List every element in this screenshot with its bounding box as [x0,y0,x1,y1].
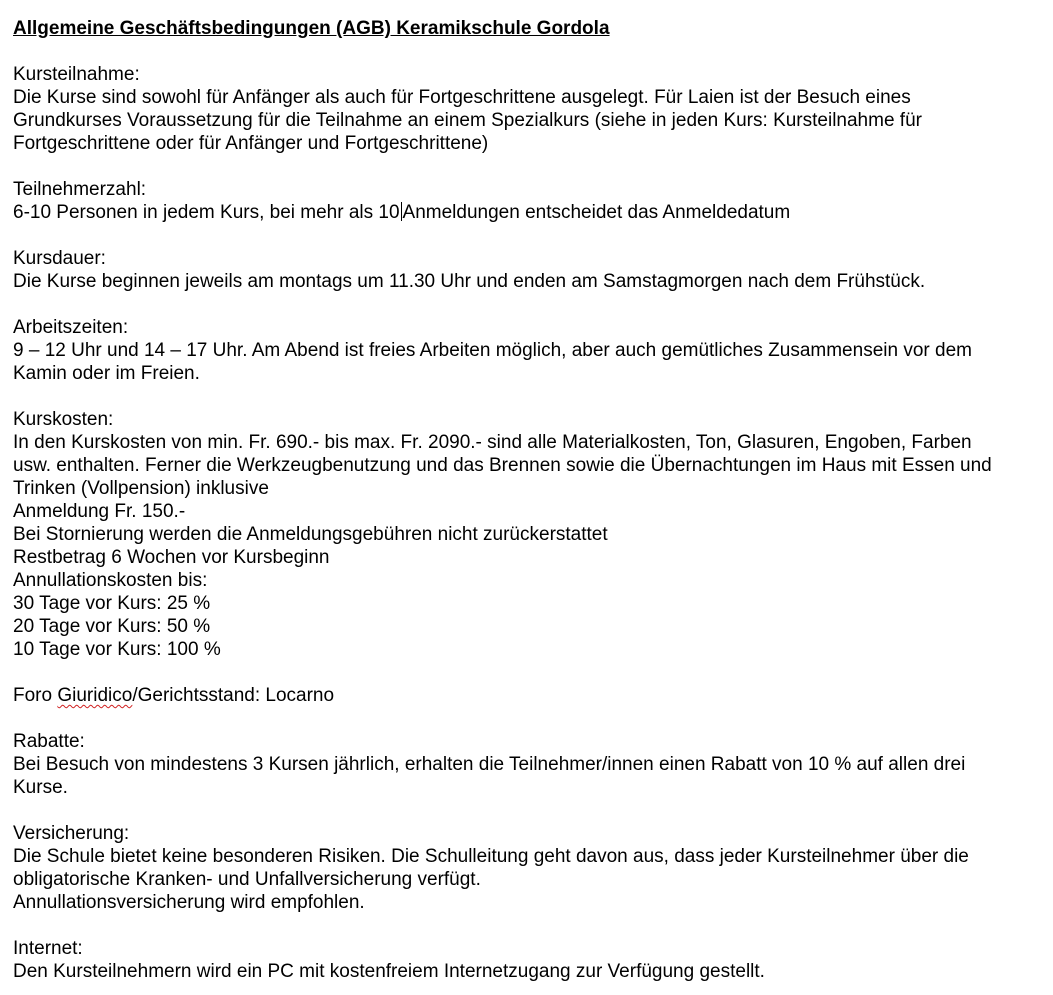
section-heading: Teilnehmerzahl: [13,179,147,200]
section-gerichtsstand [13,684,1053,707]
paragraph-line: Kamin oder im Freien. [13,363,200,384]
paragraph-line: Trinken (Vollpension) inklusive [13,478,269,499]
section-heading: Versicherung: [13,823,130,844]
paragraph-line: Die Schule bietet keine besonderen Risiken. Die Schulleitung geht davon aus, dass jeder Kursteilnehmer über die [13,846,969,867]
paragraph-line: Grundkurses Voraussetzung für die Teilnahme an einem Spezialkurs (siehe in jeden Kurs: Kursteilnahme für [13,110,922,131]
section-kursteilnahme [13,63,1053,155]
text-after-caret: Anmeldungen entscheidet das Anmeldedatum [402,202,791,223]
section-kurskosten [13,408,1053,661]
paragraph-line: Restbetrag 6 Wochen vor Kursbeginn [13,547,330,568]
blank-line [13,385,1053,408]
paragraph-line: 30 Tage vor Kurs: 25 % [13,593,211,614]
document-body[interactable] [13,17,1053,983]
spelling-error-word[interactable]: Giuridico [57,685,133,706]
section-heading: Arbeitszeiten: [13,317,129,338]
paragraph-line: 20 Tage vor Kurs: 50 % [13,616,211,637]
section-kursdauer [13,247,1053,293]
text-suffix: /Gerichtsstand: Locarno [132,685,335,706]
paragraph-line: Annullationskosten bis: [13,570,208,591]
section-heading: Rabatte: [13,731,85,752]
section-heading: Kursdauer: [13,248,106,269]
text-cursor [401,202,402,221]
paragraph-line: Anmeldung Fr. 150.- [13,501,186,522]
blank-line [13,661,1053,684]
paragraph-line: Annullationsversicherung wird empfohlen. [13,892,365,913]
paragraph-line: Fortgeschrittene oder für Anfänger und Fortgeschrittene) [13,133,489,154]
section-teilnehmerzahl [13,178,1053,224]
paragraph-line: 10 Tage vor Kurs: 100 % [13,639,221,660]
blank-line [13,914,1053,937]
section-rabatte [13,730,1053,799]
section-heading: Kurskosten: [13,409,114,430]
document-title: Allgemeine Geschäftsbedingungen (AGB) Keramikschule Gordola [13,18,610,39]
paragraph-line: Kurse. [13,777,68,798]
paragraph-line [13,201,1053,224]
paragraph-line: In den Kurskosten von min. Fr. 690.- bis max. Fr. 2090.- sind alle Materialkosten, Ton, Glasuren, Engoben, Farben [13,432,972,453]
section-heading: Internet: [13,938,83,959]
blank-line [13,224,1053,247]
paragraph-line: usw. enthalten. Ferner die Werkzeugbenutzung und das Brennen sowie die Übernachtungen im Haus mit Essen und [13,455,992,476]
paragraph-line: Bei Besuch von mindestens 3 Kursen jährlich, erhalten die Teilnehmer/innen einen Rabatt von 10 % auf allen drei [13,754,966,775]
section-arbeitszeiten [13,316,1053,385]
paragraph-line [13,684,1053,707]
blank-line [13,40,1053,63]
blank-line [13,799,1053,822]
text-before-caret: 6-10 Personen in jedem Kurs, bei mehr als 10 [13,202,400,223]
paragraph-line: Die Kurse sind sowohl für Anfänger als auch für Fortgeschrittene ausgelegt. Für Laien ist der Besuch eines [13,87,911,108]
text-prefix: Foro [13,685,58,706]
section-internet [13,937,1053,983]
blank-line [13,155,1053,178]
section-versicherung [13,822,1053,914]
paragraph-line: Den Kursteilnehmern wird ein PC mit kostenfreiem Internetzugang zur Verfügung gestellt. [13,961,765,982]
section-heading: Kursteilnahme: [13,64,140,85]
paragraph-line: Die Kurse beginnen jeweils am montags um 11.30 Uhr und enden am Samstagmorgen nach dem Frühstück. [13,271,926,292]
blank-line [13,707,1053,730]
paragraph-line: 9 – 12 Uhr und 14 – 17 Uhr. Am Abend ist freies Arbeiten möglich, aber auch gemütliches Zusammensein vor dem [13,340,972,361]
paragraph-line: obligatorische Kranken- und Unfallversicherung verfügt. [13,869,481,890]
paragraph-line: Bei Stornierung werden die Anmeldungsgebühren nicht zurückerstattet [13,524,608,545]
blank-line [13,293,1053,316]
